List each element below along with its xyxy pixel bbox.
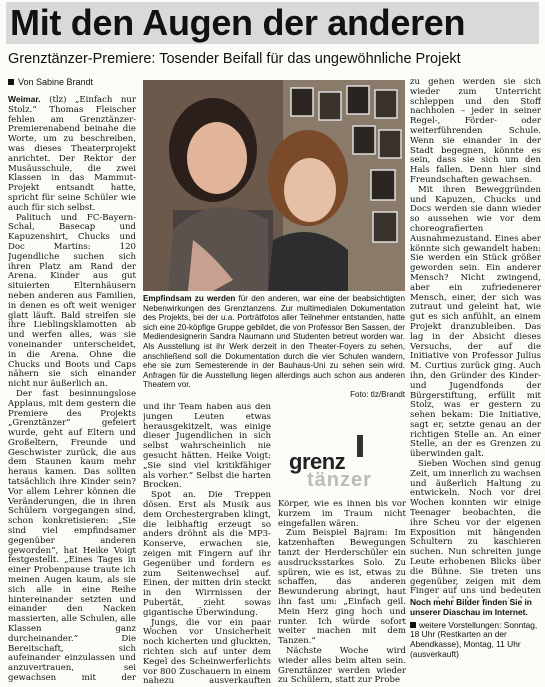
more-performances-text: Sonntag, 18 Uhr (Restkarten an der Abendkasse), Montag, 11 Uhr (ausverkauft) [410,619,538,659]
paragraph [8,95,136,214]
more-performances [410,621,541,660]
info-square-icon [410,622,416,628]
logo-word-grenz: grenz [289,449,346,474]
caption-text: für den anderen, war eine der beabsichtigten Nebenwirkungen des Grenztanzens. Zur multimedialen Dokumentation des Projekts, bei der u.a. Porträtfotos aller Teilnehmer entstanden, hatte sich eine 20-köpfige Gruppe gebildet, die von Professor Ben Sassen, der Mediendesignerin Sandra Naumann und Studenten betreut worden war. Als Ausstellung ist ihr Werk derzeit in den Theater-Foyers zu sehen, anschließend soll die Dokumentation durch die vier Schulen wandern, ehe sie zum Semesterende in der Bauhaus-Uni zu sehen sein wird. Anfragen für die Ausstellung liegen allerdings auch schon aus anderen Theatern vor. [143,294,405,390]
paragraph: Mit ihren Beweggründen und Kapuzen, Chucks und Docs werden sie dann wieder so aussehen wie vor dem choreografierten Ausnahmezustand. Eines aber könnte sich gewandelt haben: Sie werden ein Stück größer geworden sein. Ein anderer Mensch? Nicht zwingend, aber ein zufriedenerer Mensch, einer, der sich was zutraut und geleint hat, wie gut es sich anfühlt, an einem Projekt dranzubleiben. Das lag in der Absicht dieses Versuchs, der auf die Initiative von Professor Julius M. Curtius zurück ging. Auch ihn, den Gründer des Kinder- und Jugendfonds der Bürgerstiftung, erfüllt mit Stolz, was er gestern zu sehen bekam: Die Initiative, sagt er, setzte genau an der richtigen Stelle an. An einer Stelle, an der es Grenzen zu überwinden galt. [410,184,541,460]
subheadline: Grenztänzer-Premiere: Tosender Beifall für das ungewöhnliche Projekt [8,51,461,67]
paragraph: Nächste Woche wird wieder alles beim alten sein. Grenztänzer werden wieder zu Schülern, statt zur Probe [278,645,406,685]
article-column-4 [410,78,541,598]
article-column-3 [278,500,406,685]
paragraph-text: (tlz) „Einfach nur Stolz.“ Thomas Fleischer fehlen am Grenztänzer-Premierenabend beinahe die Worte, um zu beschreiben, was dieses Theaterprojekt anrichtet. Der Rektor der Musäusschule, die zwei Klassen in das Mammut-Projekt entsandt hatte, spricht für seine Schüler wie auch für sich selbst. [8,95,136,213]
article-column-1 [8,95,136,683]
headline: Mit den Augen der anderen [6,2,539,44]
paragraph: Körper, wie es ihnen bis vor kurzem im Traum nicht eingefallen wären. [278,500,406,529]
paragraph: Spot an. Die Treppen dösen. Erst als Musik aus dem Orchestergraben klingt, die leibhaftig erzeugt so anders dröhnt als die MP3-Konserve, erwachen sie, zeigen mit Fingern auf ihr Gegenüber und fordern es zum Seitenwechsel auf. Einen, der mitten drin steckt in den Wirrnissen der Pubertät, zieht sowas gigantische Überwindung. [143,490,271,618]
more-performances-label: weitere Vorstellungen: [419,619,502,630]
photo-image [143,80,405,291]
logo-word-taenzer: tänzer [307,469,372,491]
paragraph: Sieben Wochen sind genug Zeit, um innerlich zu wachsen und äußerlich Haltung zu entwickeln. Noch vor drei Wochen konnten wir einige Teenager beobachten, die ihre Scheu vor der eigenen Exposition mit hängenden Schultern zu kaschieren suchen. Nun schreiten junge Leute erhobenen Blicks über die Bühne. Sie treten uns gegenüber, zeigen mit dem Finger auf uns und bedeuten [410,459,541,597]
paragraph: zu gehen werden sie sich wieder zum Unterricht schleppen und den Stoff nachholen – jeder in seiner Regel-, Förder- oder weiterführenden Schule. Wenn sie einander in der Stadt begegnen, könnte es sein, dass sie sich um den Hals fallen. Denn hier sind Freundschaften gewachsen. [410,78,541,185]
article-column-2 [143,403,271,685]
photo-caption [143,294,405,400]
info-box [410,598,541,684]
slideshow-note-text: Noch mehr Bilder finden Sie in unserer Diaschau im Internet. [410,598,532,617]
grenztaenzer-logo [285,435,405,495]
logo-bar [357,435,363,457]
paragraph: Palituch und FC-Bayern-Schal, Basecap und Kapuzenshirt, Chucks und Doc Martins: 120 Jugendliche suchen sich ihren Platz am Rand der Arena. Kinder aus gut situierten Elternhäusern neben anderen aus Familien, in denen es oft weit weniger glatt läuft. Bald streifen sie ihre Lieblingsklamotten ab und werfen alles, was sie voneinander unterscheidet, in die Arena. Ohne die Chucks und Boots und Caps nähern sie sich einander nicht nur äußerlich an. [8,212,136,390]
caption-lead: Empfindsam zu werden [143,294,236,303]
paragraph: Zum Beispiel Bajram: Im katzenhaften Bewegungen tanzt der Herderschüler ein ausdrucksstarkes Solo. Zu spüren, wie es ist, etwas zu schaffen, das anderen Bewunderung abringt, haut ihn fast um: „Einfach geil. Mein Herz ging hoch und runter. Ich würde sofort weiter machen mit dem Tanzen.“ [278,528,406,647]
paragraph: Der fast besinnungslose Applaus, mit dem gestern die Premiere des Projekts „Grenztänzer“ gefeiert wurde, geht auf Eltern und Großeltern, Freunde und Geschwister zurück, die aus dem Staunen kaum mehr heraus kamen. Das sollten tatsächlich ihre Kinder sein? Vor allem Lehrer können die Veränderungen, die in ihren Schülern vorgegangen sind, schon konkretisieren: „Sie sind viel empfindsamer gegenüber anderen geworden“, hat Heike Voigt festgestellt. „Eines Tages in einer Probenpause traute ich meinen Augen kaum, als sie sich alle in eine Reihe hintereinander setzten und einander den Nacken massierten, alle Schulen, alle Klassen ganz durcheinander.“ Die Bereitschaft, sich aufeinander einzulassen und anzuvertrauen, sei gewachsen mit der [8,388,136,683]
byline [8,77,93,87]
photo-credit: Foto: tlz/Brandt [350,389,405,399]
slideshow-note [410,598,541,618]
article-photo [143,80,405,291]
paragraph: Jungs, die vor ein paar Wochen vor Unsicherheit noch kicherten und gluckten, richten sich auf unter dem Kegel des Scheinwerferlichts vor 800 Zuschauern in einem nahezu ausverkauften [143,617,271,685]
byline-text: Von Sabine Brandt [18,77,94,87]
byline-square-icon [8,79,14,85]
dateline: Weimar. [8,95,41,104]
paragraph: und ihr Team haben aus den jungen Leuten etwas herausgekitzelt, was einige dieser Jugendlichen in sich selbst wahrscheinlich nie gesucht hätten. Heike Voigt: „Sie sind viel kritikfähiger als vorher.“ Selbst die harten Brocken. [143,403,271,491]
